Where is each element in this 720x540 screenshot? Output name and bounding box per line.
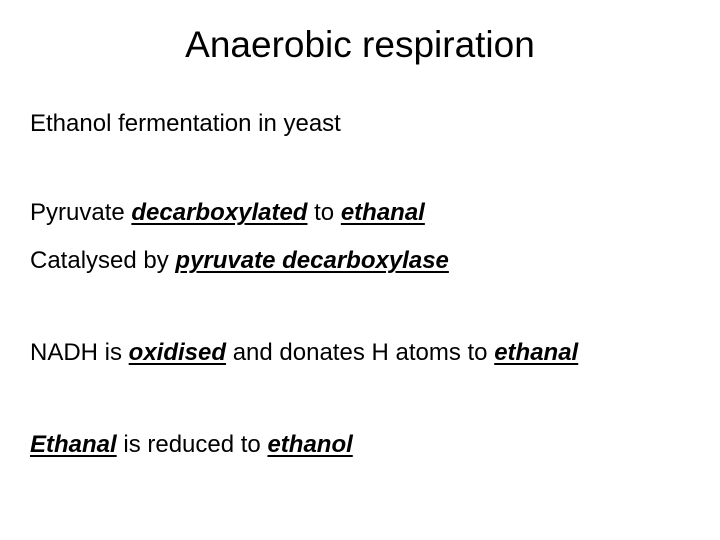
ethanal-subject-term: Ethanal [30, 431, 117, 458]
ethanol-term: ethanol [267, 431, 353, 458]
ethanal-term: ethanal [340, 199, 425, 226]
decarboxylated-term: decarboxylated [131, 199, 308, 226]
to-text: to [307, 199, 341, 226]
nadh-is-text: NADH is [30, 339, 129, 366]
ethanal-term: ethanal [494, 339, 579, 366]
pyruvate-line [30, 197, 710, 229]
reduced-to-text: is reduced to [116, 431, 268, 458]
oxidised-term: oxidised [128, 339, 227, 366]
pyruvate-decarboxylase-term: pyruvate decarboxylase [175, 247, 449, 274]
slide-title: Anaerobic respiration [185, 24, 535, 65]
pyruvate-text: Pyruvate [30, 199, 132, 226]
ethanal-line [30, 429, 710, 461]
catalysed-line [30, 245, 710, 277]
nadh-line [30, 337, 710, 369]
intro-line: Ethanol fermentation in yeast [30, 110, 341, 137]
donates-text: and donates H atoms to [226, 339, 495, 366]
catalysed-by-text: Catalysed by [30, 247, 176, 274]
